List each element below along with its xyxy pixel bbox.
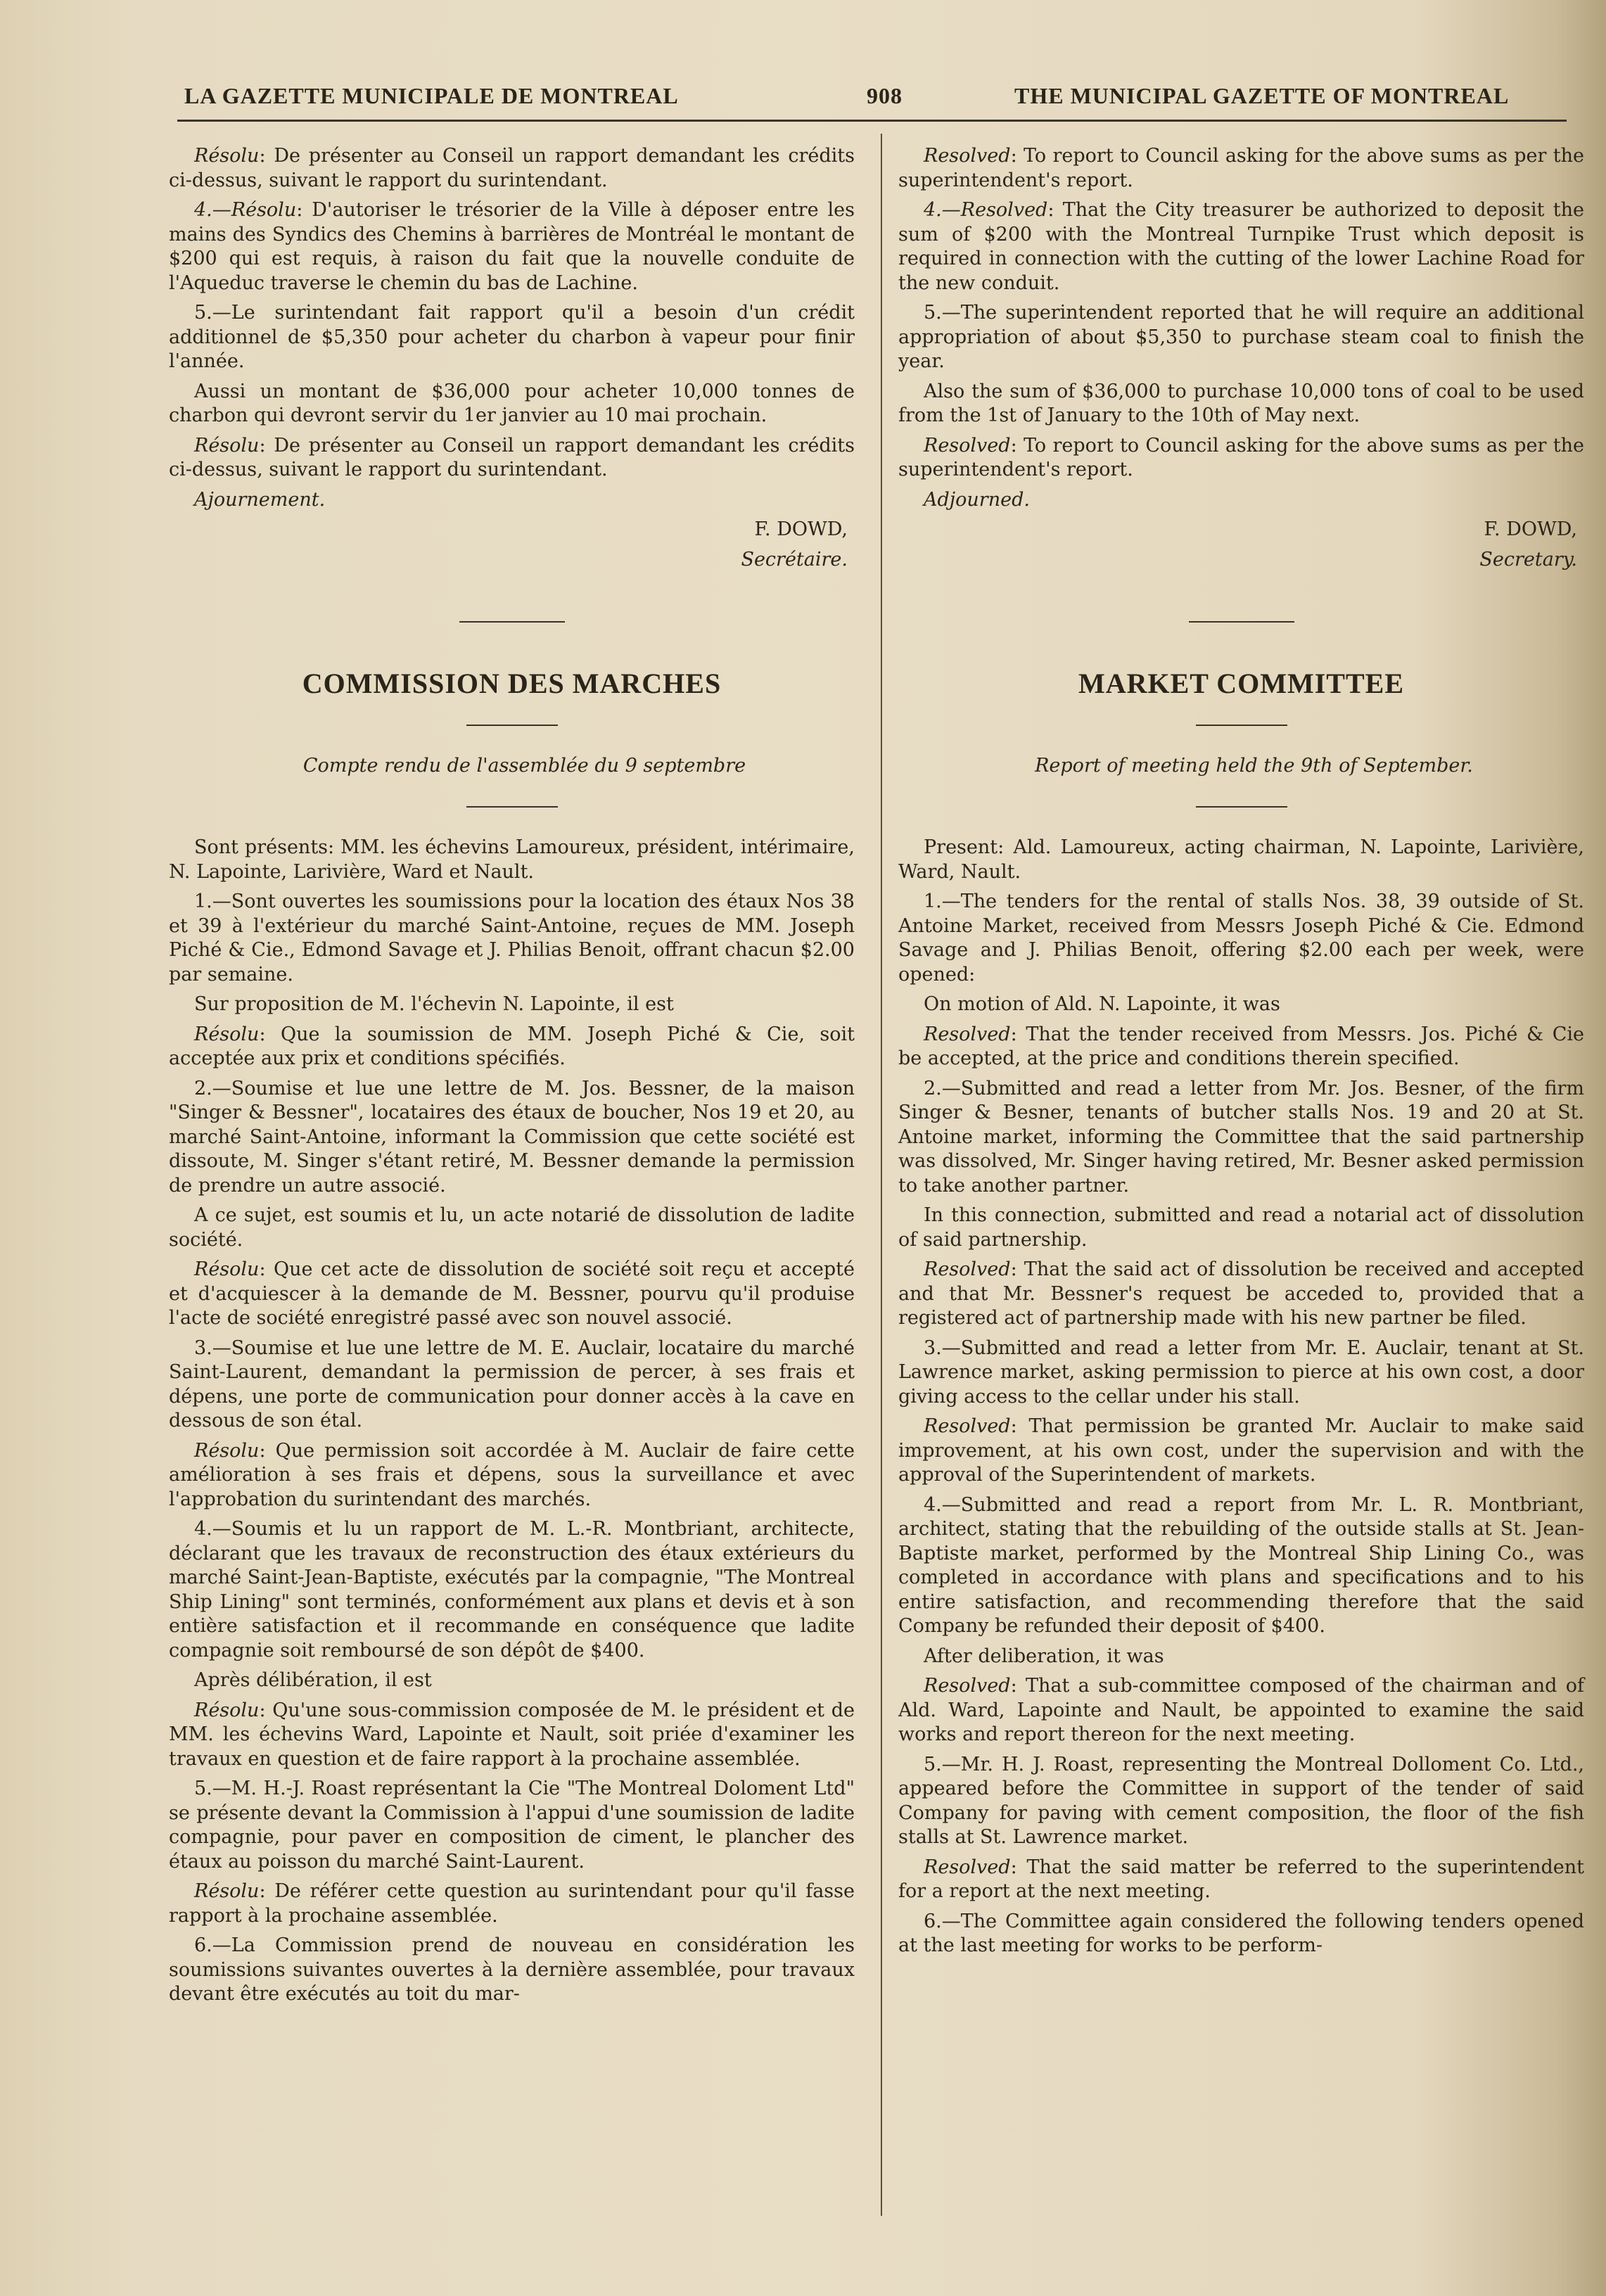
paragraph-text: 3.—Soumise et lue une lettre de M. E. Auclair, locataire du marché Saint-Laurent, demandant la permission de percer, à ses frais et dépens, une porte de communication pour donner accès à la cave en dessous de son étal. bbox=[169, 1337, 855, 1431]
paragraph-text: 5.—The superintendent reported that he will require an additional appropriation of about $5,350 to purchase steam coal to finish the year. bbox=[898, 302, 1584, 372]
paragraph-text: : That the City treasurer be authorized to deposit the sum of $200 with the Montreal Turnpike Trust which deposit is required in connection with the cutting of the lower Lachine Road for the new conduit. bbox=[898, 199, 1584, 294]
paragraph-text: : That permission be granted Mr. Auclair to make said improvement, at his own cost, under the supervision and with the approval of the Superintendent of markets. bbox=[898, 1415, 1584, 1486]
resolution-lead: Résolu bbox=[194, 1258, 260, 1280]
french-section-subtitle: Compte rendu de l'assemblée du 9 septembre bbox=[302, 754, 746, 777]
paragraph bbox=[898, 301, 1584, 374]
header-rule bbox=[177, 120, 1567, 122]
paragraph bbox=[898, 1258, 1584, 1331]
paragraph-text: Sont présents: MM. les échevins Lamoureux, président, intérimaire, N. Lapointe, Larivière, Ward et Nault. bbox=[169, 836, 855, 883]
paragraph-text: : To report to Council asking for the above sums as per the superintendent's report. bbox=[898, 145, 1584, 191]
resolution-lead: Resolved bbox=[924, 1856, 1011, 1878]
column-divider bbox=[881, 134, 882, 2216]
paragraph bbox=[169, 993, 855, 1017]
french-report-body bbox=[169, 836, 855, 2007]
paragraph bbox=[169, 1669, 855, 1693]
resolution-lead: Résolu bbox=[194, 434, 260, 457]
header-title-french: LA GAZETTE MUNICIPALE DE MONTREAL bbox=[184, 83, 679, 108]
paragraph-text: : De référer cette question au surintendant pour qu'il fasse rapport à la prochaine assemblée. bbox=[169, 1880, 855, 1927]
paragraph bbox=[898, 1415, 1584, 1488]
resolution-lead: Resolved bbox=[924, 145, 1011, 167]
paragraph bbox=[169, 1517, 855, 1663]
english-section-subtitle: Report of meeting held the 9th of September. bbox=[1035, 754, 1473, 777]
paragraph bbox=[169, 1439, 855, 1512]
paragraph bbox=[898, 1204, 1584, 1252]
paragraph-text: 2.—Soumise et lue une lettre de M. Jos. Bessner, de la maison "Singer & Bessner", locataires des étaux de boucher, Nos 19 et 20, au marché Saint-Antoine, informant la Commission que cette société est dissoute, M. Singer s'étant retiré, M. Bessner demande la permission de prendre un autre associé. bbox=[169, 1077, 855, 1197]
resolution-lead: Résolu bbox=[194, 1699, 260, 1721]
paragraph-text: : That the said matter be referred to the superintendent for a report at the next meeting. bbox=[898, 1856, 1584, 1902]
english-signature-title: Secretary. bbox=[1479, 548, 1577, 570]
resolution-lead: Résolu bbox=[194, 1023, 260, 1045]
resolution-lead: 4.—Resolved bbox=[924, 199, 1048, 221]
paragraph bbox=[169, 1777, 855, 1874]
paragraph-text: 5.—Le surintendant fait rapport qu'il a besoin d'un crédit additionnel de $5,350 pour acheter du charbon à vapeur pour finir l'année. bbox=[169, 302, 855, 372]
resolution-lead: Resolved bbox=[924, 1415, 1011, 1437]
subtitle-divider bbox=[466, 806, 558, 808]
paragraph-text: 6.—The Committee again considered the following tenders opened at the last meeting for works to be perform- bbox=[898, 1910, 1584, 1956]
section-divider bbox=[1189, 621, 1294, 623]
english-section-title: MARKET COMMITTEE bbox=[1078, 668, 1405, 699]
paragraph-text: : That a sub-committee composed of the chairman and of Ald. Ward, Lapointe and Nault, be appointed to examine the said works and report thereon for the next meeting. bbox=[898, 1675, 1584, 1745]
paragraph-text: On motion of Ald. N. Lapointe, it was bbox=[924, 993, 1280, 1015]
french-previous-minutes bbox=[169, 144, 855, 512]
paragraph-text: : That the tender received from Messrs. Jos. Piché & Cie be accepted, at the price and conditions therein specified. bbox=[898, 1023, 1584, 1069]
resolution-lead: Adjourned. bbox=[924, 488, 1030, 511]
french-signature-title: Secrétaire. bbox=[741, 548, 848, 570]
resolution-lead: Résolu bbox=[194, 145, 260, 167]
paragraph-text: Après délibération, il est bbox=[194, 1669, 432, 1691]
french-column bbox=[169, 144, 855, 2013]
title-divider bbox=[466, 725, 558, 726]
paragraph bbox=[898, 1856, 1584, 1904]
paragraph-text: 3.—Submitted and read a letter from Mr. E. Auclair, tenant at St. Lawrence market, asking permission to pierce at his own cost, a door giving access to the cellar under his stall. bbox=[898, 1337, 1584, 1408]
paragraph bbox=[898, 993, 1584, 1017]
paragraph-text: Also the sum of $36,000 to purchase 10,000 tons of coal to be used from the 1st of January to the 10th of May next. bbox=[898, 380, 1584, 426]
page-number: 908 bbox=[867, 83, 903, 108]
paragraph bbox=[898, 1910, 1584, 1958]
section-divider bbox=[459, 621, 565, 623]
paragraph bbox=[169, 890, 855, 987]
resolution-lead: Résolu bbox=[194, 1880, 260, 1902]
paragraph bbox=[898, 1645, 1584, 1669]
french-section-title: COMMISSION DES MARCHES bbox=[302, 668, 722, 699]
english-signature-name: F. DOWD, bbox=[1484, 518, 1577, 540]
paragraph-text: Aussi un montant de $36,000 pour acheter 10,000 tonnes de charbon qui devront servir du 1er janvier au 10 mai prochain. bbox=[169, 380, 855, 426]
paragraph-text: : Qu'une sous-commission composée de M. le président et de MM. les échevins Ward, Lapointe et Nault, soit priée d'examiner les travaux en question et de faire rapport à la prochaine assemblée. bbox=[169, 1699, 855, 1770]
paragraph-text: 1.—The tenders for the rental of stalls Nos. 38, 39 outside of St. Antoine Market, received from Messrs Joseph Piché & Cie. Edmond Savage and J. Philias Benoit, offering $2.00 each per week, were opened: bbox=[898, 891, 1584, 986]
resolution-lead: 4.—Résolu bbox=[194, 199, 297, 221]
paragraph bbox=[898, 1493, 1584, 1639]
resolution-lead: Resolved bbox=[924, 1023, 1011, 1045]
paragraph bbox=[169, 198, 855, 295]
resolution-lead: Resolved bbox=[924, 1675, 1011, 1697]
paragraph bbox=[169, 1023, 855, 1071]
paragraph bbox=[898, 1077, 1584, 1199]
paragraph-text: In this connection, submitted and read a notarial act of dissolution of said partnership. bbox=[898, 1204, 1584, 1251]
paragraph-text: 5.—Mr. H. J. Roast, representing the Montreal Dolloment Co. Ltd., appeared before the Committee in support of the tender of said Company for paving with cement composition, the floor of the fish stalls at St. Lawrence market. bbox=[898, 1753, 1584, 1848]
paragraph-text: 1.—Sont ouvertes les soumissions pour la location des étaux Nos 38 et 39 à l'extérieur du marché Saint-Antoine, reçues de MM. Joseph Piché & Cie., Edmond Savage et J. Philias Benoit, offrant chacun $2.00 par semaine. bbox=[169, 891, 855, 986]
paragraph-text: 4.—Submitted and read a report from Mr. L. R. Montbriant, architect, stating that the rebuilding of the outside stalls at St. Jean-Baptiste market, performed by the Montreal Ship Lining Co., was completed in accordance with plans and specifications and to his entire satisfaction, and recommending therefore that the said Company be refunded their deposit of $400. bbox=[898, 1493, 1584, 1637]
resolution-lead: Ajournement. bbox=[194, 488, 326, 511]
paragraph bbox=[169, 836, 855, 884]
paragraph bbox=[898, 380, 1584, 428]
english-previous-minutes bbox=[898, 144, 1584, 512]
paragraph bbox=[169, 380, 855, 428]
paragraph-text: A ce sujet, est soumis et lu, un acte notarié de dissolution de ladite société. bbox=[169, 1204, 855, 1251]
paragraph bbox=[169, 301, 855, 374]
paragraph bbox=[169, 488, 855, 513]
resolution-lead: Resolved bbox=[924, 1258, 1011, 1280]
paragraph bbox=[898, 488, 1584, 513]
paragraph-text: : To report to Council asking for the above sums as per the superintendent's report. bbox=[898, 434, 1584, 480]
paragraph bbox=[898, 1337, 1584, 1410]
paragraph-text: : De présenter au Conseil un rapport demandant les crédits ci-dessus, suivant le rapport du surintendant. bbox=[169, 434, 855, 480]
page-header bbox=[0, 83, 1606, 125]
paragraph-text: 5.—M. H.-J. Roast représentant la Cie "The Montreal Doloment Ltd" se présente devant la Commission à l'appui d'une soumission de ladite compagnie, pour paver en composition de ciment, le plancher des étaux au poisson du marché Saint-Laurent. bbox=[169, 1778, 855, 1873]
english-report-body bbox=[898, 836, 1584, 1958]
paragraph-text: After deliberation, it was bbox=[924, 1645, 1164, 1667]
paragraph bbox=[169, 1934, 855, 2007]
paragraph bbox=[898, 1753, 1584, 1850]
paragraph bbox=[898, 198, 1584, 295]
paragraph-text: : That the said act of dissolution be received and accepted and that Mr. Bessner's request be acceded to, provided that a registered act of partnership made with his new partner be filed. bbox=[898, 1258, 1584, 1329]
paragraph-text: : De présenter au Conseil un rapport demandant les crédits ci-dessus, suivant le rapport du surintendant. bbox=[169, 145, 855, 191]
paragraph bbox=[898, 1674, 1584, 1747]
paragraph bbox=[169, 1699, 855, 1772]
paragraph bbox=[169, 1337, 855, 1434]
header-title-english: THE MUNICIPAL GAZETTE OF MONTREAL bbox=[1014, 83, 1510, 108]
paragraph bbox=[898, 144, 1584, 193]
subtitle-divider bbox=[1196, 806, 1287, 808]
paragraph bbox=[898, 434, 1584, 483]
resolution-lead: Résolu bbox=[194, 1439, 260, 1462]
paragraph bbox=[898, 890, 1584, 987]
paragraph bbox=[169, 434, 855, 483]
french-signature-name: F. DOWD, bbox=[754, 518, 848, 540]
paragraph bbox=[898, 1023, 1584, 1071]
paragraph bbox=[169, 1077, 855, 1199]
paragraph-text: Present: Ald. Lamoureux, acting chairman, N. Lapointe, Larivière, Ward, Nault. bbox=[898, 836, 1584, 883]
paragraph-text: : Que cet acte de dissolution de société soit reçu et accepté et d'acquiescer à la demande de M. Bessner, pourvu qu'il produise l'acte de société enregistré passé avec son nouvel associé. bbox=[169, 1258, 855, 1329]
paragraph-text: 4.—Soumis et lu un rapport de M. L.-R. Montbriant, architecte, déclarant que les travaux de reconstruction des étaux extérieurs du marché Saint-Jean-Baptiste, exécutés par la compagnie, "The Montreal Ship Lining" sont terminés, conformément aux plans et devis et à son entière satisfaction et il recommande en conséquence que ladite compagnie soit remboursé de son dépôt de $400. bbox=[169, 1518, 855, 1662]
title-divider bbox=[1196, 725, 1287, 726]
paragraph-text: : Que permission soit accordée à M. Auclair de faire cette amélioration à ses frais et dépens, sous la surveillance et avec l'approbation du surintendant des marchés. bbox=[169, 1439, 855, 1510]
resolution-lead: Resolved bbox=[924, 434, 1011, 457]
paragraph bbox=[169, 144, 855, 193]
paragraph bbox=[898, 836, 1584, 884]
paragraph-text: 2.—Submitted and read a letter from Mr. Jos. Besner, of the firm Singer & Besner, tenants of butcher stalls Nos. 19 and 20 at St. Antoine market, informing the Committee that the said partnership was dissolved, Mr. Singer having retired, Mr. Besner asked permission to take another partner. bbox=[898, 1077, 1584, 1197]
paragraph-text: : Que la soumission de MM. Joseph Piché & Cie, soit acceptée aux prix et conditions spécifiés. bbox=[169, 1023, 855, 1069]
paragraph-text: : D'autoriser le trésorier de la Ville à déposer entre les mains des Syndics des Chemins à barrières de Montréal le montant de $200 qui est requis, à raison du fait que la nouvelle conduite de l'Aqueduc traverse le chemin du bas de Lachine. bbox=[169, 199, 855, 294]
paragraph bbox=[169, 1204, 855, 1252]
paragraph bbox=[169, 1258, 855, 1331]
paragraph bbox=[169, 1880, 855, 1928]
english-column bbox=[898, 144, 1584, 1964]
paragraph-text: Sur proposition de M. l'échevin N. Lapointe, il est bbox=[194, 993, 674, 1015]
paragraph-text: 6.—La Commission prend de nouveau en considération les soumissions suivantes ouvertes à la dernière assemblée, pour travaux devant être exécutés au toit du mar- bbox=[169, 1934, 855, 2005]
